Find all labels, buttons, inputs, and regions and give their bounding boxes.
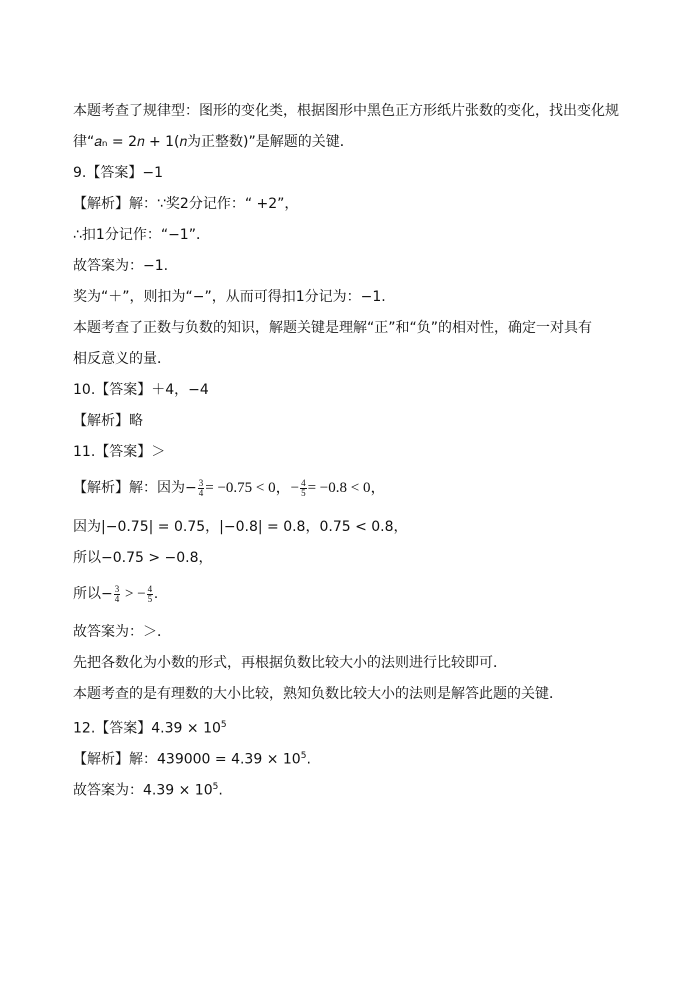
fraction-denominator: 4 (198, 487, 204, 498)
text-segment: 故答案为：4.39 × 10 (73, 782, 213, 799)
text-segment: 12.【答案】4.39 × 10 (73, 720, 221, 737)
text-line: 相反意义的量． (73, 351, 171, 367)
text-line: 本题考查的是有理数的大小比较，熟知负数比较大小的法则是解答此题的关键． (73, 686, 563, 702)
text-line: 故答案为：−1. (73, 258, 169, 274)
fraction-numerator: 3 (198, 477, 204, 488)
text-segment: 所以− (73, 586, 113, 602)
text-line: ∴扣1分记作：“−1”． (73, 227, 210, 243)
math-line: 因为|−0.75| = 0.75，|−0.8| = 0.8，0.75 < 0.8， (73, 519, 408, 535)
text-line: 本题考查了正数与负数的知识，解题关键是理解“正”和“负”的相对性，确定一对具有 (73, 320, 593, 336)
fraction-numerator: 3 (114, 583, 120, 594)
fraction (198, 479, 205, 498)
fraction-denominator: 5 (147, 593, 153, 604)
fraction-denominator: 5 (301, 487, 306, 498)
exponent: 5 (300, 751, 307, 761)
math-line (73, 584, 158, 604)
exponent: 5 (220, 720, 227, 730)
answer-heading-10: 10.【答案】＋4，−4 (73, 382, 209, 398)
text-line: 奖为“＋”，则扣为“−”，从而可得扣1分记为：−1. (73, 289, 386, 305)
text-line: 律“𝑎ₙ = 2𝑛 + 1(𝑛为正整数)”是解题的关键． (73, 134, 354, 150)
fraction (300, 479, 307, 498)
fraction (147, 585, 154, 604)
fraction-numerator: 4 (147, 583, 153, 594)
text-line: 故答案为：＞． (73, 624, 171, 640)
text-segment: . (306, 751, 311, 768)
text-segment: . (154, 586, 158, 602)
text-segment: > − (121, 586, 146, 602)
text-line: 【解析】略 (73, 413, 143, 429)
text-segment: 【解析】解：因为− (73, 480, 197, 496)
answer-heading-12 (73, 715, 227, 739)
text-segment: = −0.75 < 0，− (205, 480, 300, 496)
fraction-denominator: 4 (114, 593, 120, 604)
text-segment: . (218, 782, 223, 799)
fraction (114, 585, 121, 604)
text-line: 本题考查了规律型：图形的变化类，根据图形中黑色正方形纸片张数的变化，找出变化规 (73, 103, 619, 119)
text-segment: = −0.8 < 0， (307, 480, 386, 496)
answer-heading-9: 9.【答案】−1 (73, 165, 163, 181)
math-line (73, 478, 385, 498)
exponent: 5 (212, 782, 219, 792)
math-line (73, 777, 223, 801)
math-line: 所以−0.75 > −0.8， (73, 550, 213, 566)
fraction-numerator: 4 (301, 477, 306, 488)
math-line (73, 746, 311, 770)
text-segment: 【解析】解：439000 = 4.39 × 10 (73, 751, 301, 768)
text-line: 先把各数化为小数的形式，再根据负数比较大小的法则进行比较即可． (73, 655, 507, 671)
text-line: 【解析】解：∵奖2分记作：“ +2”， (73, 196, 299, 212)
answer-heading-11: 11.【答案】＞ (73, 444, 166, 460)
